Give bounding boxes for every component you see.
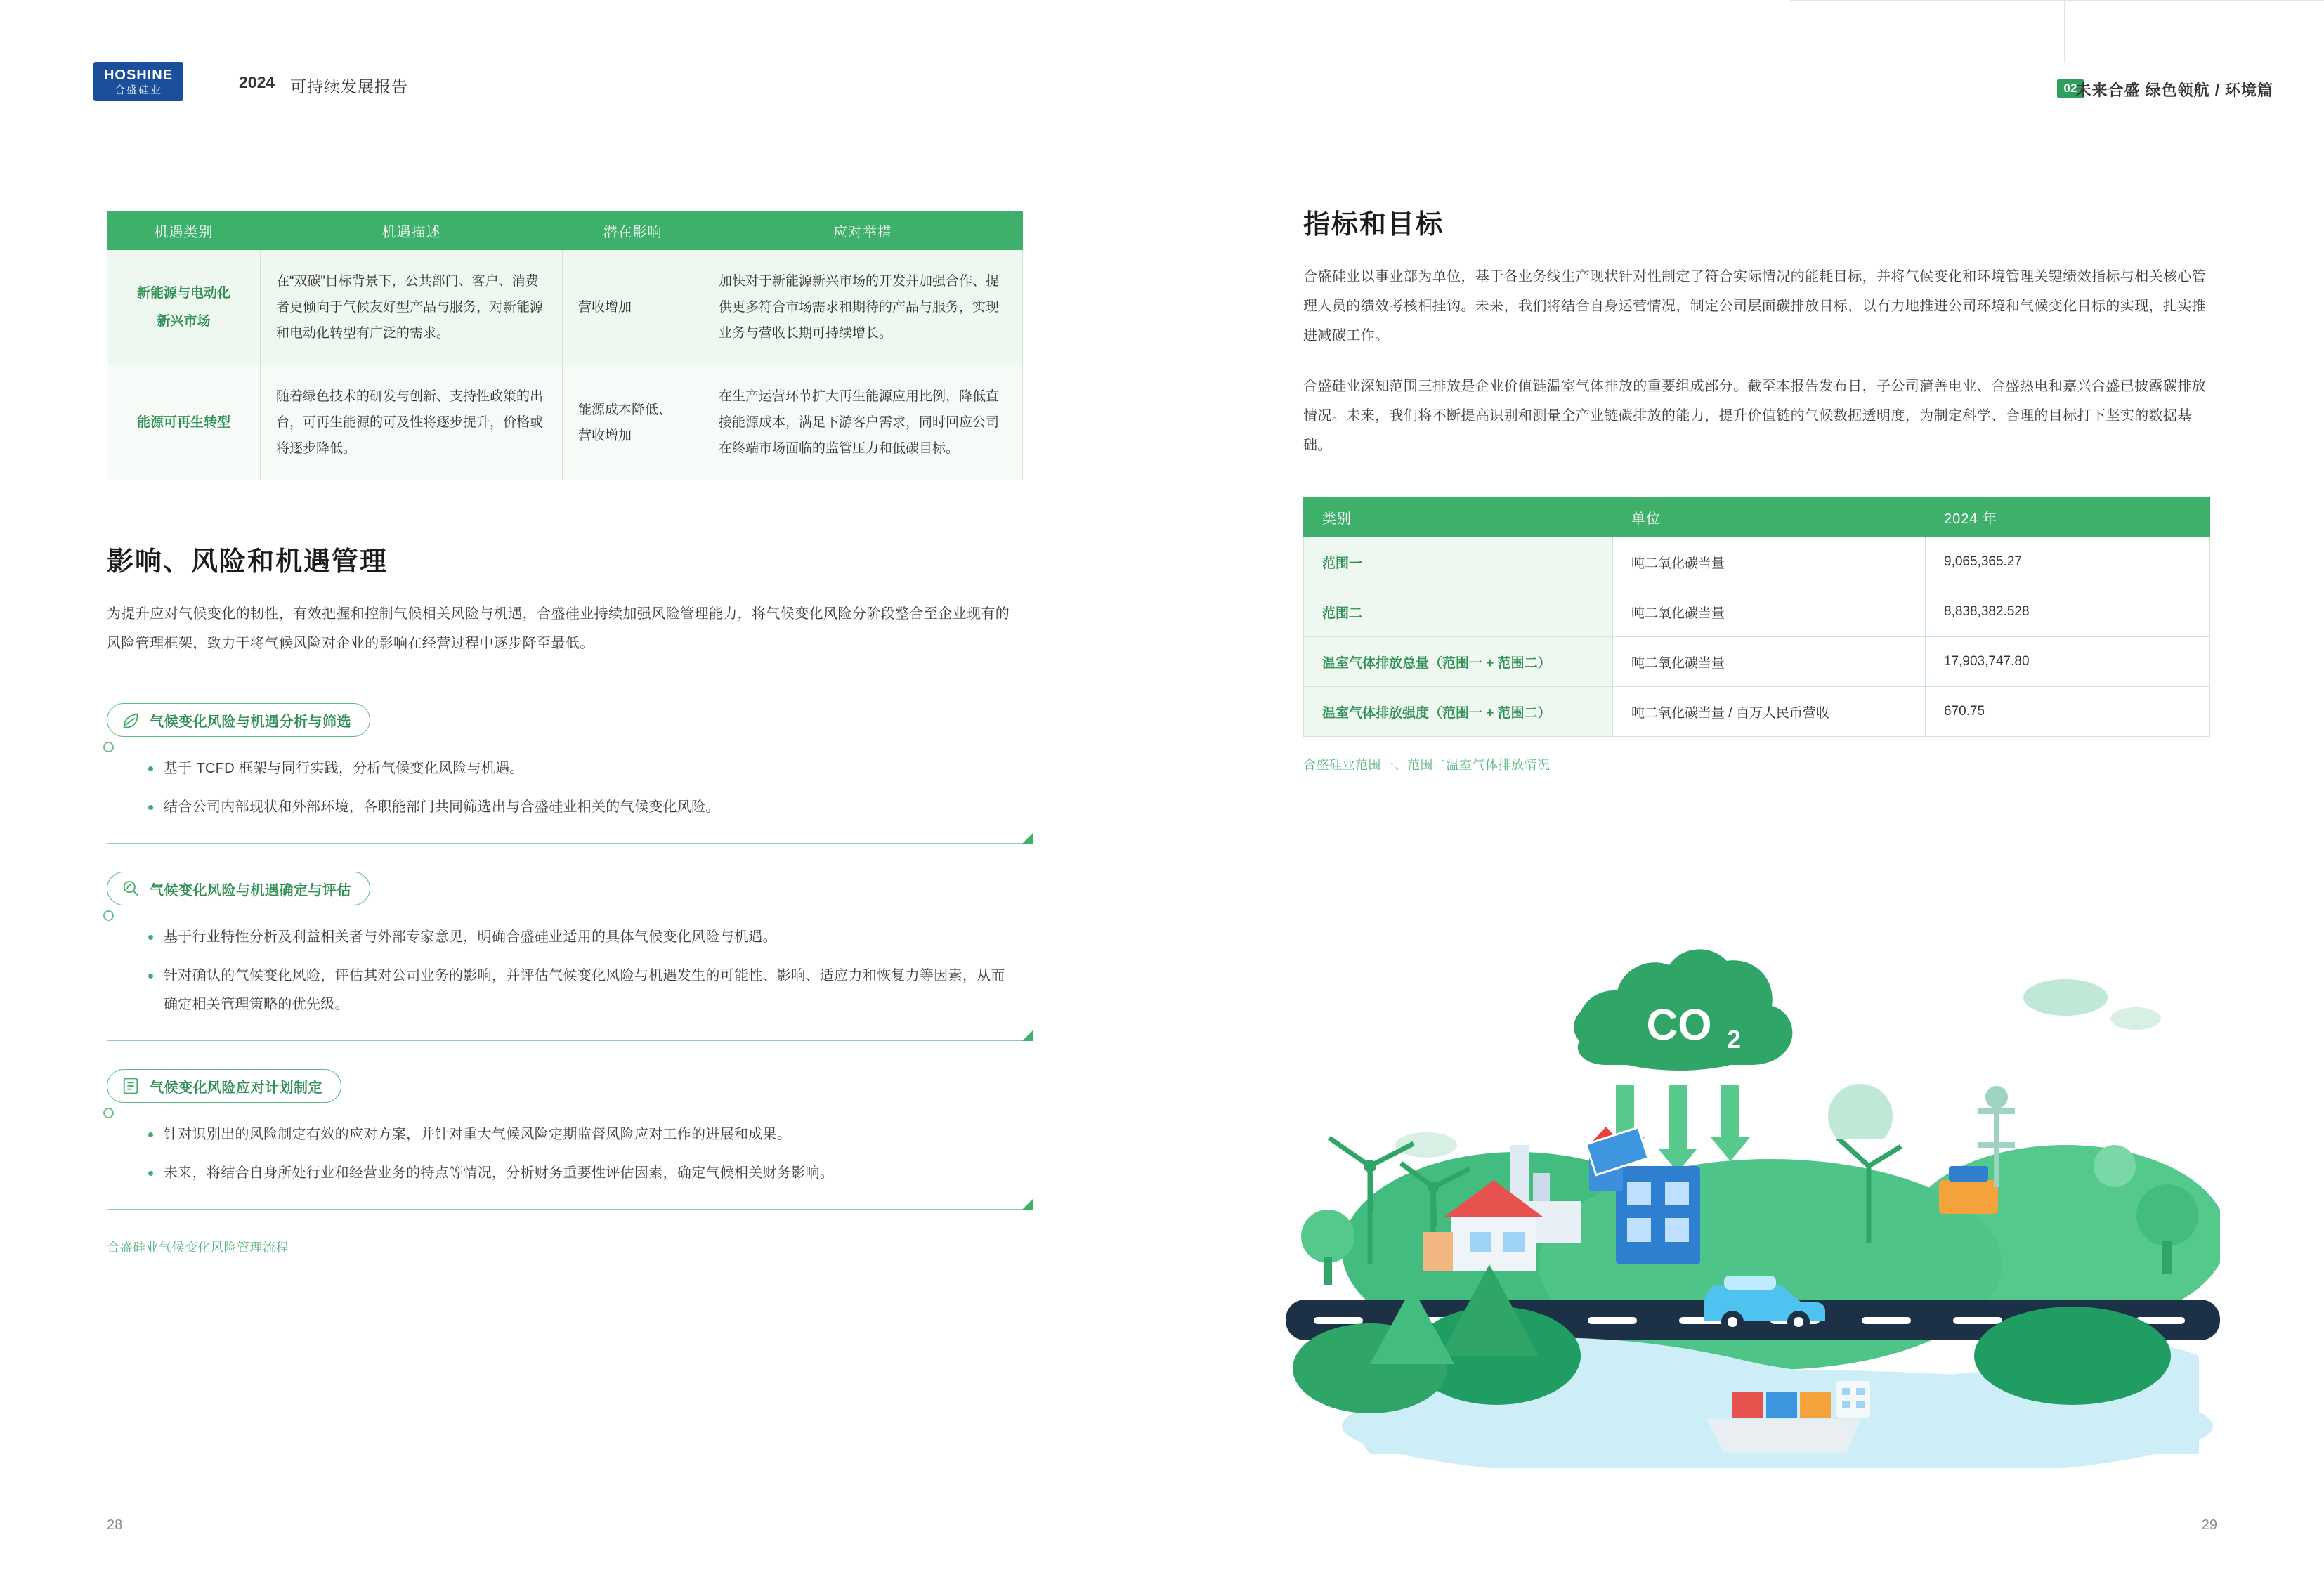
cell-description: 随着绿色技术的研发与创新、支持性政策的出台，可再生能源的可及性将逐步提升，价格或将逐步降低。: [261, 365, 563, 480]
table-row: [1304, 637, 2210, 687]
risk-management-flow: [107, 703, 1034, 1210]
cell-category: 温室气体排放强度（范围一 + 范围二）: [1304, 687, 1613, 737]
table-row: [1304, 587, 2210, 637]
leaf-icon: [120, 709, 141, 731]
col-header-impact: 潜在影响: [563, 211, 703, 250]
cell-category-line1: 新能源与电动化: [136, 285, 230, 301]
cell-category: 范围二: [1304, 587, 1613, 637]
page-number-right: 29: [2201, 1517, 2217, 1533]
table-header-row: [1304, 497, 2210, 537]
cell-value: 8,838,382.528: [1926, 587, 2210, 637]
cell-impact: 营收增加: [563, 250, 703, 365]
flow-step-1-header: [107, 703, 370, 737]
flow-step-1-title: 气候变化风险与机遇分析与筛选: [150, 714, 351, 730]
logo-chinese-text: 合盛硅业: [114, 84, 162, 96]
flow-step-1-bullets: [145, 754, 1006, 822]
cell-unit: 吨二氧化碳当量: [1613, 537, 1926, 587]
table-row: [1304, 537, 2210, 587]
flow-step-2-title: 气候变化风险与机遇确定与评估: [150, 882, 351, 898]
logo-english-text: HOSHINE: [103, 67, 174, 83]
chapter-number-badge: 02: [2057, 79, 2084, 98]
svg-text:CO: CO: [1646, 1001, 1712, 1049]
flow-step-3: [107, 1069, 1034, 1210]
table-row: [107, 365, 1023, 480]
co2-cloud: [1574, 949, 1792, 1071]
col-header-measures: 应对举措: [703, 211, 1023, 250]
col-header-year: 2024 年: [1926, 497, 2210, 537]
flow-step-3-bullets: [145, 1120, 1006, 1188]
page-number-left: 28: [107, 1517, 123, 1533]
flow-step-3-title: 气候变化风险应对计划制定: [150, 1080, 322, 1096]
header-year: 2024: [239, 73, 275, 91]
company-logo: [93, 62, 183, 101]
col-header-category: 类别: [1304, 497, 1613, 537]
page-header: [0, 0, 2324, 126]
figure-caption-flow: 合盛硅业气候变化风险管理流程: [107, 1241, 289, 1255]
list-item: 针对识别出的风险制定有效的应对方案，并针对重大气候风险定期监督风险应对工作的进展和成果。: [145, 1120, 1006, 1149]
cell-category: 能源可再生转型: [107, 365, 261, 480]
table-row: [1304, 687, 2210, 737]
cell-measures: 加快对于新能源新兴市场的开发并加强合作、提供更多符合市场需求和期待的产品与服务，实现业务与营收长期可持续增长。: [703, 250, 1023, 365]
cell-unit: 吨二氧化碳当量: [1613, 587, 1926, 637]
section-title-metrics: 指标和目标: [1303, 210, 1444, 240]
cell-category: [107, 250, 261, 365]
list-item: 未来，将结合自身所处行业和经营业务的特点等情况，分析财务重要性评估因素，确定气候相关财务影响。: [145, 1159, 1006, 1188]
col-header-unit: 单位: [1613, 497, 1926, 537]
left-column: [107, 211, 1034, 1256]
flow-step-3-body: [107, 1087, 1033, 1210]
section-title-risk-management: 影响、风险和机遇管理: [107, 547, 389, 577]
flow-node-dot: [103, 910, 114, 921]
cell-measures: 在生产运营环节扩大再生能源应用比例，降低直接能源成本，满足下游客户需求，同时回应公司在终端市场面临的监管压力和低碳目标。: [703, 365, 1023, 480]
figure-caption-table: 合盛硅业范围一、范围二温室气体排放情况: [1303, 758, 1551, 772]
list-item: 结合公司内部现状和外部环境，各职能部门共同筛选出与合盛硅业相关的气候变化风险。: [145, 793, 1006, 822]
header-report-title: 可持续发展报告: [290, 77, 408, 96]
right-column: [1303, 202, 2217, 773]
section-paragraph: 为提升应对气候变化的韧性，有效把握和控制气候相关风险与机遇，合盛硅业持续加强风险管理能力，将气候变化风险分阶段整合至企业现有的风险管理框架，致力于将气候风险对企业的影响在经营过程中逐步降至最低。: [107, 606, 1010, 652]
header-vertical-rule: [2064, 0, 2065, 63]
cell-category: 范围一: [1304, 537, 1613, 587]
magnifier-leaf-icon: [120, 878, 141, 899]
list-item: 针对确认的气候变化风险，评估其对公司业务的影响，并评估气候变化风险与机遇发生的可能性、影响、适应力和恢复力等因素，从而确定相关管理策略的优先级。: [145, 962, 1006, 1019]
metrics-paragraph-2: 合盛硅业深知范围三排放是企业价值链温室气体排放的重要组成部分。截至本报告发布日，子公司蒲善电业、合盛热电和嘉兴合盛已披露碳排放情况。未来，我们将不断提高识别和测量全产业链碳排放的能力，提升价值链的气候数据透明度，为制定科学、合理的目标打下坚实的数据基础。: [1303, 379, 2207, 453]
cell-category: 温室气体排放总量（范围一 + 范围二）: [1304, 637, 1613, 687]
flow-node-dot: [103, 1108, 114, 1118]
flow-step-2: [107, 872, 1034, 1041]
flow-step-1-body: [107, 721, 1033, 844]
cell-value: 670.75: [1926, 687, 2210, 737]
document-list-icon: [120, 1075, 141, 1097]
flow-step-2-bullets: [145, 923, 1006, 1019]
opportunity-table: [107, 211, 1023, 480]
cell-category-line2: 新兴市场: [157, 313, 211, 329]
header-top-rule: [1790, 0, 2324, 1]
cell-value: 9,065,365.27: [1926, 537, 2210, 587]
flow-step-2-header: [107, 872, 370, 905]
green-city-carbon-illustration: [1286, 934, 2220, 1468]
flow-step-1: [107, 703, 1034, 844]
cell-unit: 吨二氧化碳当量 / 百万人民币营收: [1613, 687, 1926, 737]
cell-description: 在“双碳”目标背景下，公共部门、客户、消费者更倾向于气候友好型产品与服务，对新能源和电动化转型有广泛的需求。: [261, 250, 563, 365]
col-header-description: 机遇描述: [261, 211, 563, 250]
cell-impact: [563, 365, 703, 480]
table-header-row: [107, 211, 1023, 250]
metrics-paragraph-1: 合盛硅业以事业部为单位，基于各业务线生产现状针对性制定了符合实际情况的能耗目标，并将气候变化和环境管理关键绩效指标与相关核心管理人员的绩效考核相挂钩。未来，我们将结合自身运营情况，制定公司层面碳排放目标，以有力地推进公司环境和气候变化目标的实现，扎实推进减碳工作。: [1303, 269, 2207, 343]
flow-step-3-header: [107, 1069, 341, 1103]
list-item: 基于 TCFD 框架与同行实践，分析气候变化风险与机遇。: [145, 754, 1006, 783]
flow-node-dot: [103, 742, 114, 752]
list-item: 基于行业特性分析及利益相关者与外部专家意见，明确合盛硅业适用的具体气候变化风险与机遇。: [145, 923, 1006, 952]
cell-impact-line1: 能源成本降低、: [578, 402, 672, 417]
flow-step-2-body: [107, 889, 1033, 1041]
cell-unit: 吨二氧化碳当量: [1613, 637, 1926, 687]
col-header-category: 机遇类别: [107, 211, 261, 250]
cell-value: 17,903,747.80: [1926, 637, 2210, 687]
svg-text:2: 2: [1726, 1025, 1742, 1054]
ghg-emissions-table: [1303, 497, 2210, 737]
table-row: [107, 250, 1023, 365]
chapter-title: 未来合盛 绿色领航 / 环境篇: [2075, 81, 2273, 99]
cell-impact-line2: 营收增加: [578, 428, 632, 443]
